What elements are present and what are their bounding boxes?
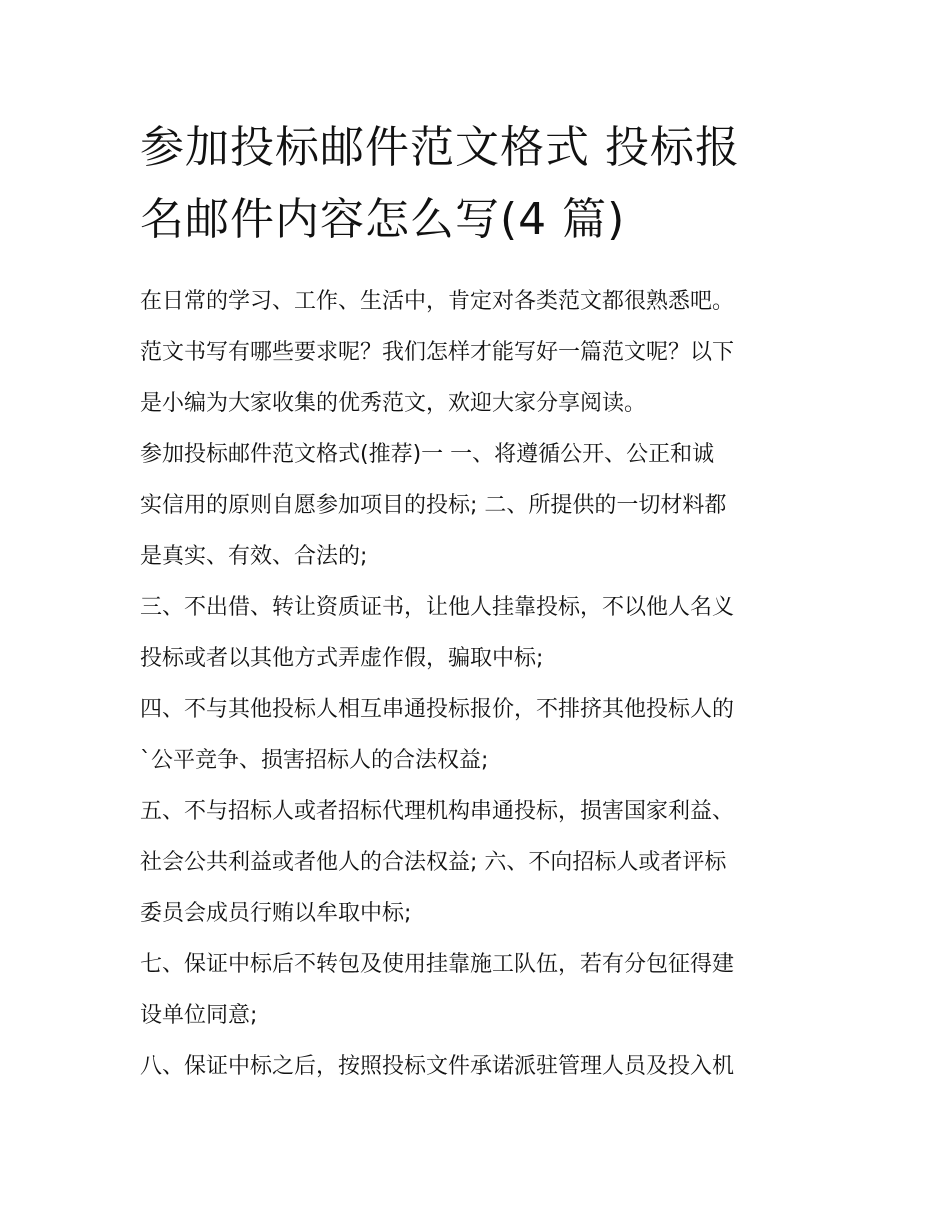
body-line: 参加投标邮件范文格式(推荐)一 一、将遵循公开、公正和诚	[140, 442, 715, 467]
body-line: 四、不与其他投标人相互串通投标报价，不排挤其他投标人的	[140, 697, 735, 722]
body-line: 五、不与招标人或者招标代理机构串通投标，损害国家利益、	[140, 799, 735, 824]
body-line: 范文书写有哪些要求呢？我们怎样才能写好一篇范文呢？以下	[140, 340, 735, 365]
document-body	[140, 276, 830, 1092]
body-line: 三、不出借、转让资质证书，让他人挂靠投标，不以他人名义	[140, 595, 735, 620]
body-line: 在日常的学习、工作、生活中，肯定对各类范文都很熟悉吧。	[140, 289, 735, 314]
document-title	[140, 112, 820, 256]
body-line: 委员会成员行贿以牟取中标;	[140, 901, 412, 926]
body-line: 是真实、有效、合法的;	[140, 544, 368, 569]
body-line: 投标或者以其他方式弄虚作假，骗取中标;	[140, 646, 544, 671]
body-line: `公平竞争、损害招标人的合法权益;	[140, 748, 489, 773]
title-line: 参加投标邮件范文格式 投标报	[140, 122, 740, 173]
title-line: 名邮件内容怎么写(4 篇)	[140, 194, 626, 245]
body-line: 设单位同意;	[140, 1003, 258, 1028]
body-line: 七、保证中标后不转包及使用挂靠施工队伍，若有分包征得建	[140, 952, 735, 977]
body-line: 是小编为大家收集的优秀范文，欢迎大家分享阅读。	[140, 391, 647, 416]
body-line: 八、保证中标之后，按照投标文件承诺派驻管理人员及投入机	[140, 1054, 735, 1079]
body-line: 实信用的原则自愿参加项目的投标; 二、所提供的一切材料都	[140, 493, 727, 518]
body-line: 社会公共利益或者他人的合法权益; 六、不向招标人或者评标	[140, 850, 727, 875]
